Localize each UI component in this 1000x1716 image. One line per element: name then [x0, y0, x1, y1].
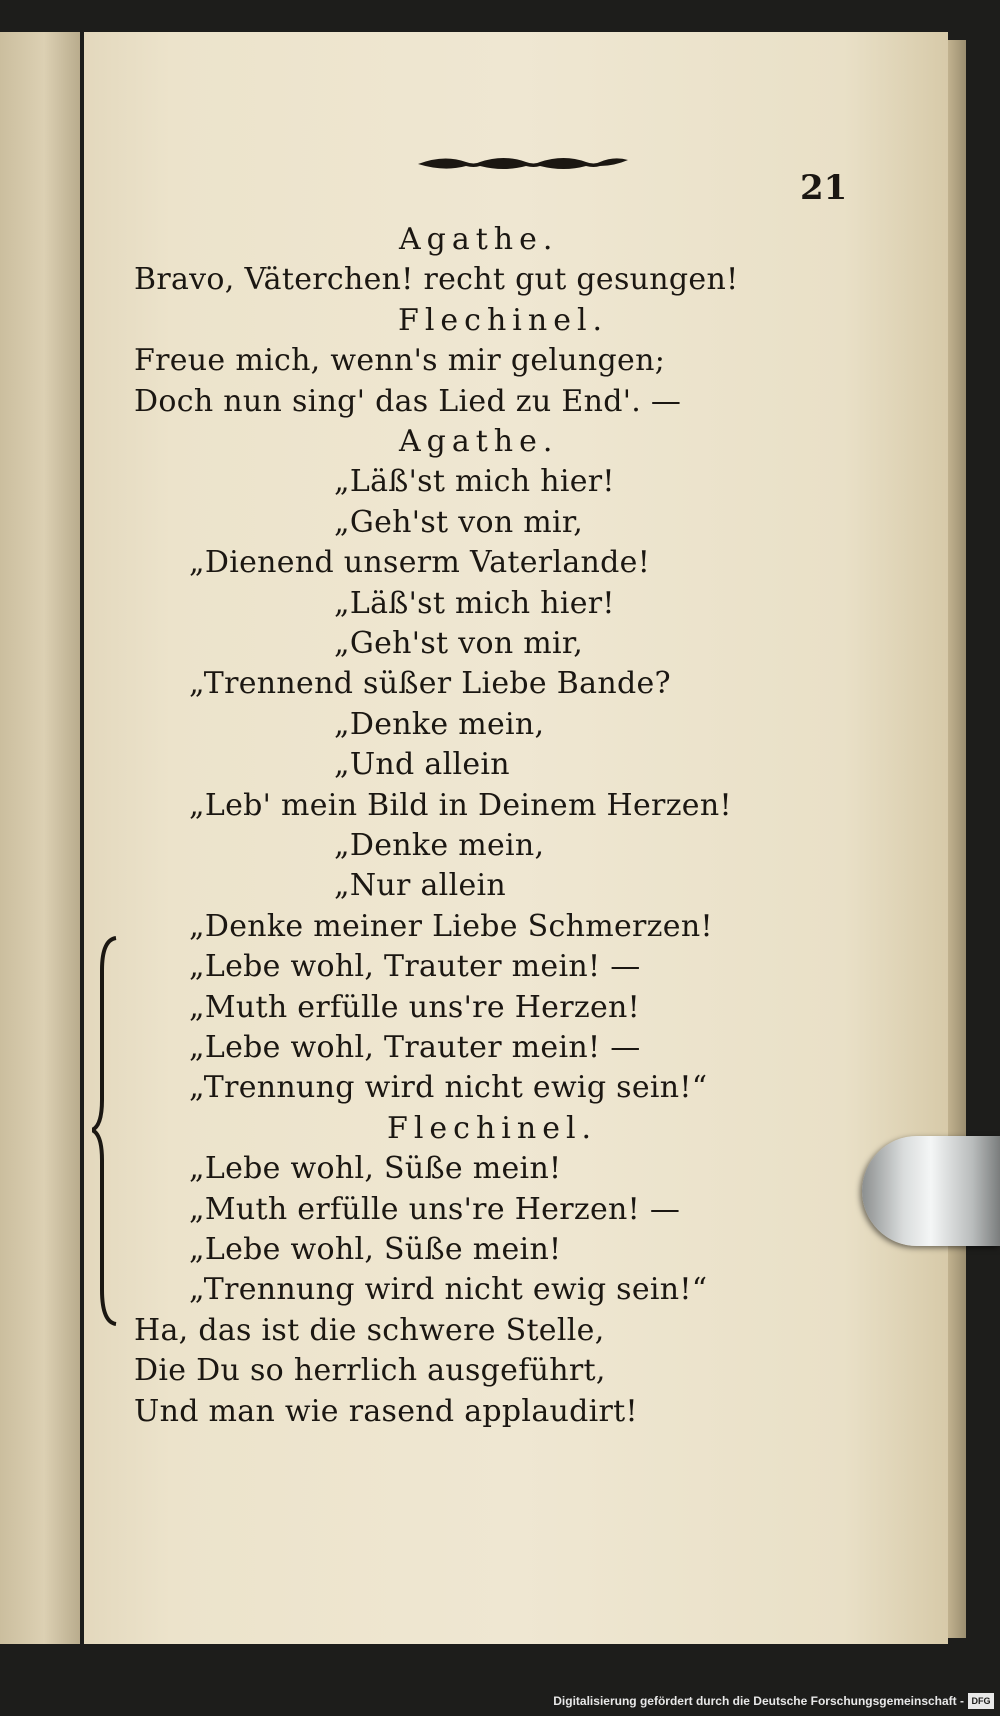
verse-line: „Muth erfülle uns're Herzen!: [189, 989, 641, 1025]
verse-line: „Läß'st mich hier!: [334, 464, 615, 500]
verse-line: Und man wie rasend applaudirt!: [134, 1393, 638, 1429]
header-ornament-icon: [414, 150, 634, 174]
verse-line: „Geh'st von mir,: [334, 504, 584, 540]
verse-line: „Trennend süßer Liebe Bande?: [189, 666, 671, 702]
verse-line: „Denke meiner Liebe Schmerzen!: [189, 908, 713, 944]
speaker-name: Flechinel.: [398, 302, 609, 338]
verse-line: Doch nun sing' das Lied zu End'. —: [134, 383, 682, 419]
verse-line: „Trennung wird nicht ewig sein!“: [189, 1070, 708, 1106]
verse-line: „Lebe wohl, Trauter mein! —: [189, 1030, 641, 1065]
page-number: 21: [800, 168, 848, 208]
verse-line: „Lebe wohl, Trauter mein! —: [189, 949, 641, 985]
verse-line: „Nur allein: [334, 868, 507, 904]
verse-line: „Geh'st von mir,: [334, 626, 584, 661]
verse-line: Ha, das ist die schwere Stelle,: [134, 1312, 605, 1348]
verse-line: „Dienend unserm Vaterlande!: [189, 545, 651, 581]
verse-line: „Lebe wohl, Süße mein!: [189, 1151, 562, 1187]
page-holder-clip: [862, 1136, 1000, 1246]
verse-line: Die Du so herrlich ausgeführt,: [134, 1353, 606, 1389]
page-stack-edge: [948, 40, 966, 1638]
brace-mark: [92, 930, 122, 1330]
verse-line: „Läß'st mich hier!: [334, 585, 615, 621]
verse-line: „Trennung wird nicht ewig sein!“: [189, 1272, 708, 1308]
verse-line: Bravo, Väterchen! recht gut gesungen!: [134, 262, 739, 298]
footer-bar: [0, 1690, 1000, 1716]
verse-line: Freue mich, wenn's mir gelungen;: [134, 343, 666, 379]
speaker-name: Agathe.: [399, 222, 559, 257]
verse-line: „Lebe wohl, Süße mein!: [189, 1232, 562, 1267]
speaker-name: Agathe.: [399, 424, 559, 459]
verse-line: „Denke mein,: [334, 828, 545, 863]
verse-line: „Leb' mein Bild in Deinem Herzen!: [189, 787, 732, 823]
left-page-edge: [0, 32, 80, 1644]
book-page: [84, 32, 948, 1644]
speaker-name: Flechinel.: [387, 1110, 598, 1146]
dfg-logo: DFG: [968, 1693, 994, 1709]
verse-line: „Denke mein,: [334, 706, 545, 742]
verse-line: „Und allein: [334, 747, 510, 783]
verse-line: „Muth erfülle uns're Herzen! —: [189, 1191, 681, 1227]
footer-credit: Digitalisierung gefördert durch die Deutsche Forschungsgemeinschaft -: [553, 1694, 964, 1708]
